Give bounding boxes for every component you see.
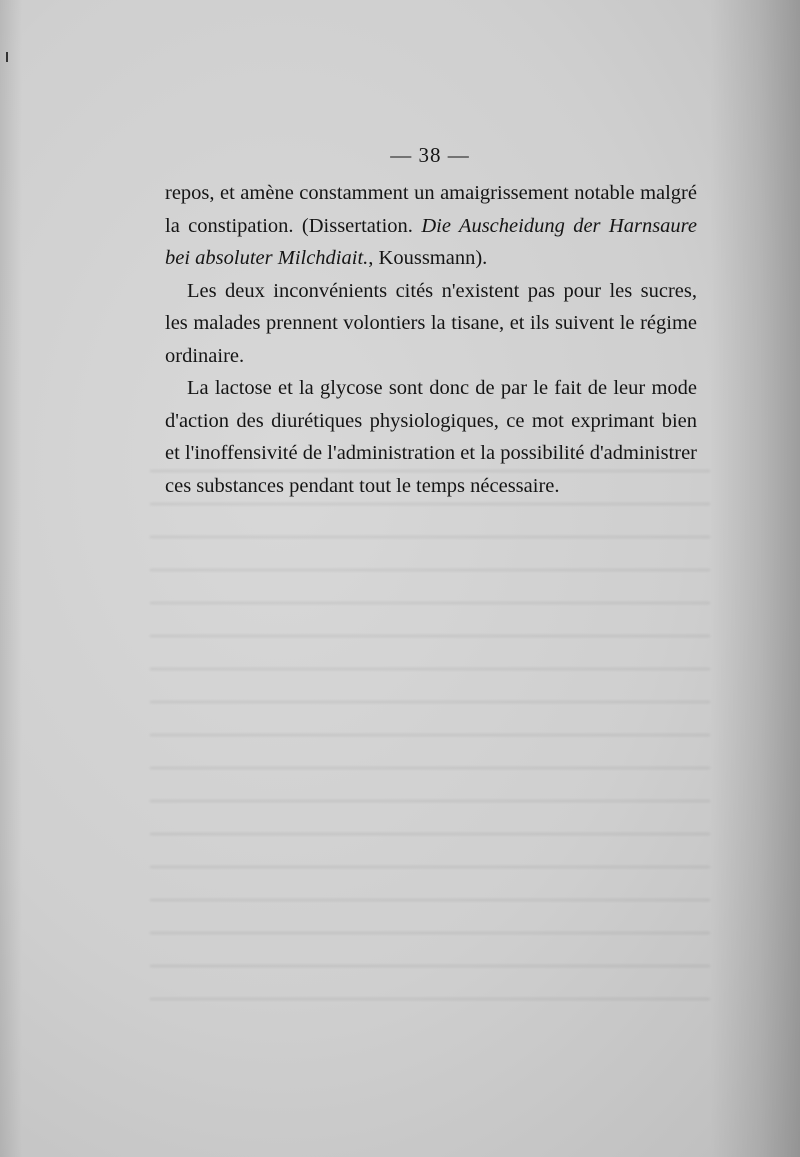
dissertation-title: Die Auscheidung der Harnsaure bei absoluter Milchdiait.: [165, 214, 697, 269]
edge-mark: [6, 52, 8, 62]
page-gutter-shadow: [710, 0, 800, 1157]
paragraph-1-text: repos, et amène constamment un amaigrissement notable malgré la constipation. (Dissertation.: [165, 182, 697, 237]
page-left-edge: [0, 0, 22, 1157]
page-number: — 38 —: [390, 143, 470, 167]
paragraph-1: [165, 177, 697, 275]
paragraph-1-tail: , Koussmann).: [368, 247, 488, 269]
bleed-through-texture: [150, 470, 710, 1030]
text-body: [165, 177, 697, 502]
paragraph-2: Les deux inconvénients cités n'existent pas pour les sucres, les malades prennent volontiers la tisane, et ils suivent le régime ordinaire.: [165, 279, 697, 367]
paragraph-3: La lactose et la glycose sont donc de par le fait de leur mode d'action des diurétiques physiologiques, ce mot exprimant bien et l'inoffensivité de l'administration et la possibilité d'administrer ces substances pendant tout le temps nécessaire.: [165, 377, 697, 497]
